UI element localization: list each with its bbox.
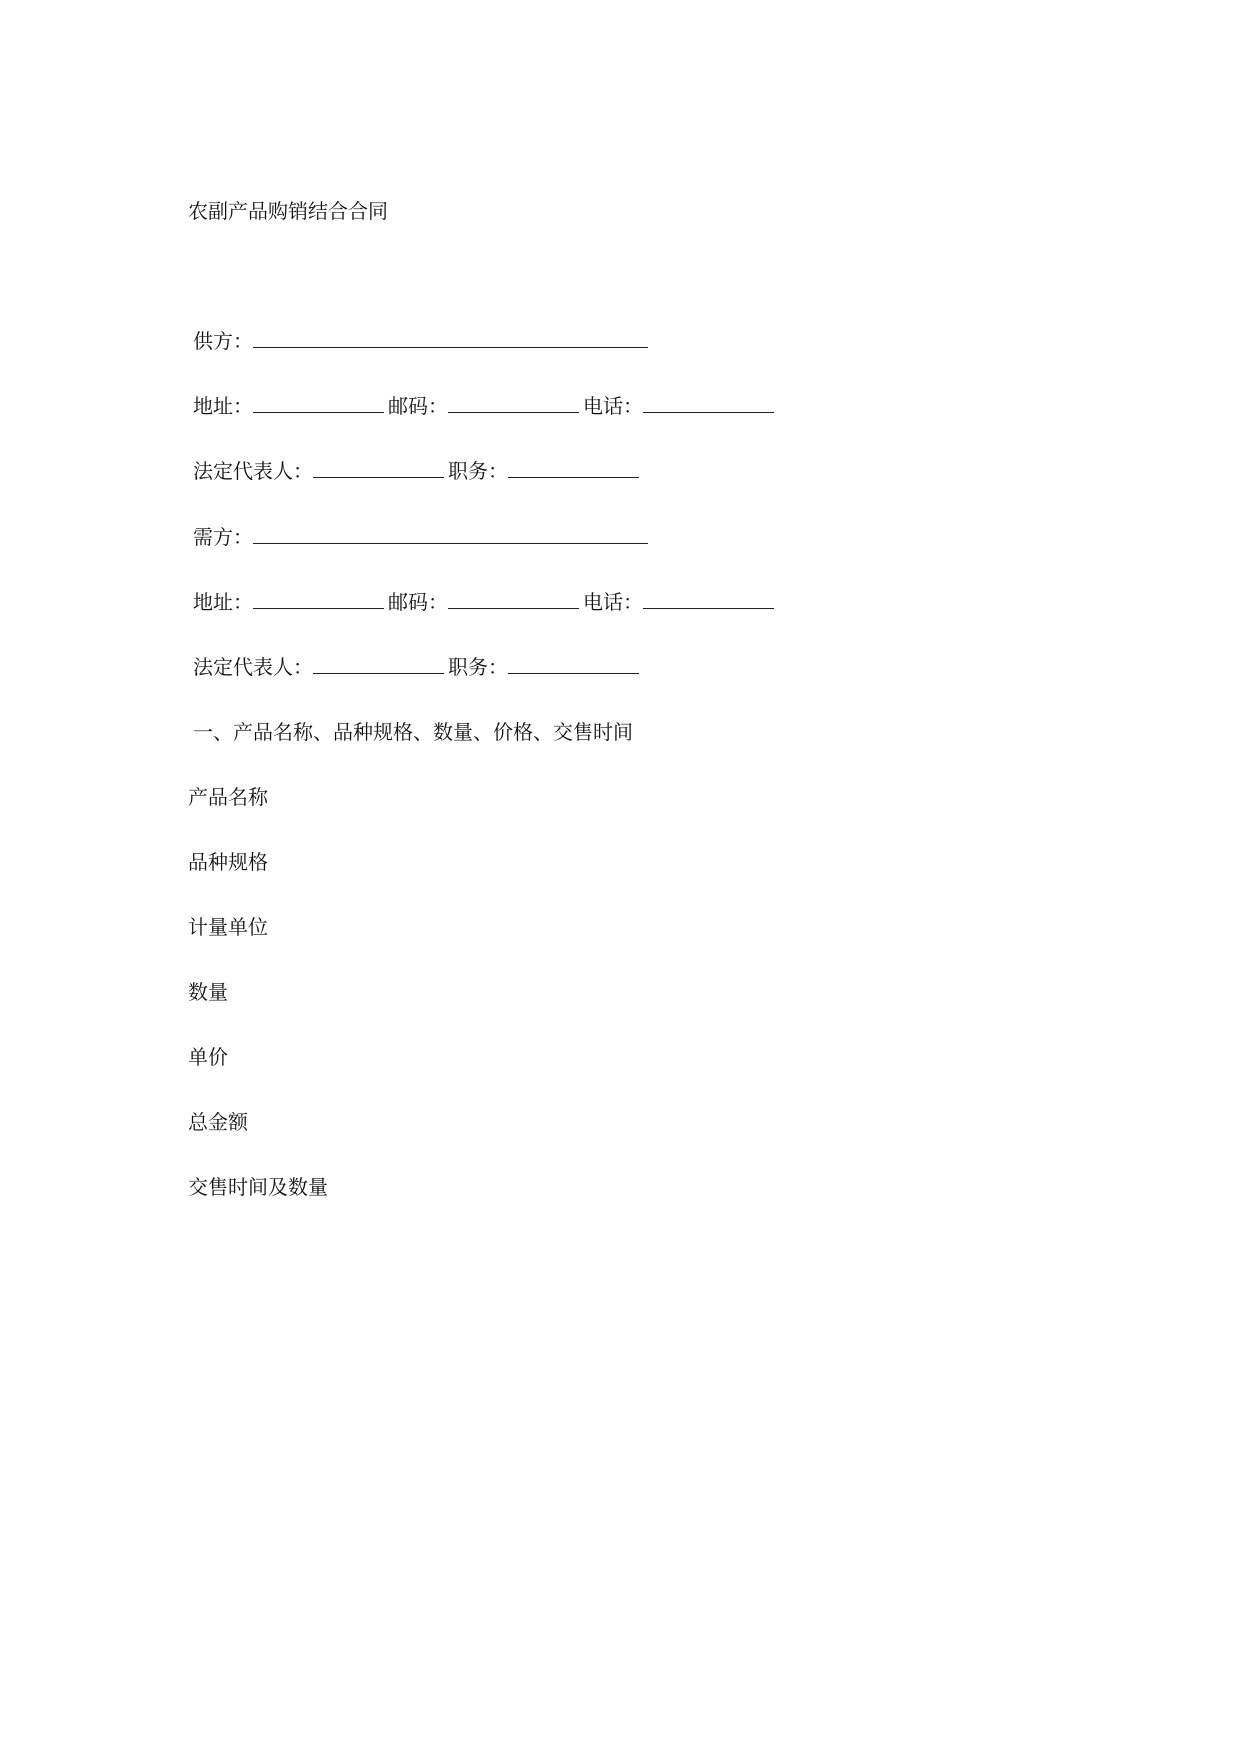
buyer-rep-label: 法定代表人： (193, 655, 313, 679)
buyer-postcode-label: 邮码： (388, 590, 448, 614)
buyer-contact-row (193, 588, 778, 616)
document-title: 农副产品购销结合合同 (188, 199, 388, 223)
supplier-position-label: 职务： (448, 459, 508, 483)
item-delivery-time: 交售时间及数量 (188, 1175, 328, 1199)
buyer-address-label: 地址： (193, 590, 253, 614)
buyer-postcode-field[interactable] (448, 588, 579, 609)
section1-heading: 一、产品名称、品种规格、数量、价格、交售时间 (193, 720, 633, 744)
buyer-rep-field[interactable] (313, 653, 444, 674)
buyer-position-field[interactable] (508, 653, 639, 674)
supplier-rep-row (193, 457, 643, 485)
supplier-position-field[interactable] (508, 457, 639, 478)
supplier-address-field[interactable] (253, 392, 384, 413)
buyer-address-field[interactable] (253, 588, 384, 609)
buyer-phone-field[interactable] (643, 588, 774, 609)
item-product-name: 产品名称 (188, 785, 268, 809)
buyer-party-row (193, 523, 648, 551)
supplier-rep-field[interactable] (313, 457, 444, 478)
buyer-phone-label: 电话： (583, 590, 643, 614)
buyer-position-label: 职务： (448, 655, 508, 679)
buyer-name-field[interactable] (253, 523, 648, 544)
supplier-contact-row (193, 392, 778, 420)
supplier-phone-label: 电话： (583, 394, 643, 418)
supplier-party-row (193, 327, 648, 355)
supplier-party-label: 供方： (193, 329, 253, 353)
supplier-postcode-field[interactable] (448, 392, 579, 413)
supplier-rep-label: 法定代表人： (193, 459, 313, 483)
item-unit-price: 单价 (188, 1045, 228, 1069)
item-total-amount: 总金额 (188, 1110, 248, 1134)
supplier-name-field[interactable] (253, 327, 648, 348)
item-unit: 计量单位 (188, 915, 268, 939)
supplier-postcode-label: 邮码： (388, 394, 448, 418)
buyer-party-label: 需方： (193, 525, 253, 549)
buyer-rep-row (193, 653, 643, 681)
supplier-phone-field[interactable] (643, 392, 774, 413)
supplier-address-label: 地址： (193, 394, 253, 418)
item-quantity: 数量 (188, 980, 228, 1004)
item-variety-spec: 品种规格 (188, 850, 268, 874)
